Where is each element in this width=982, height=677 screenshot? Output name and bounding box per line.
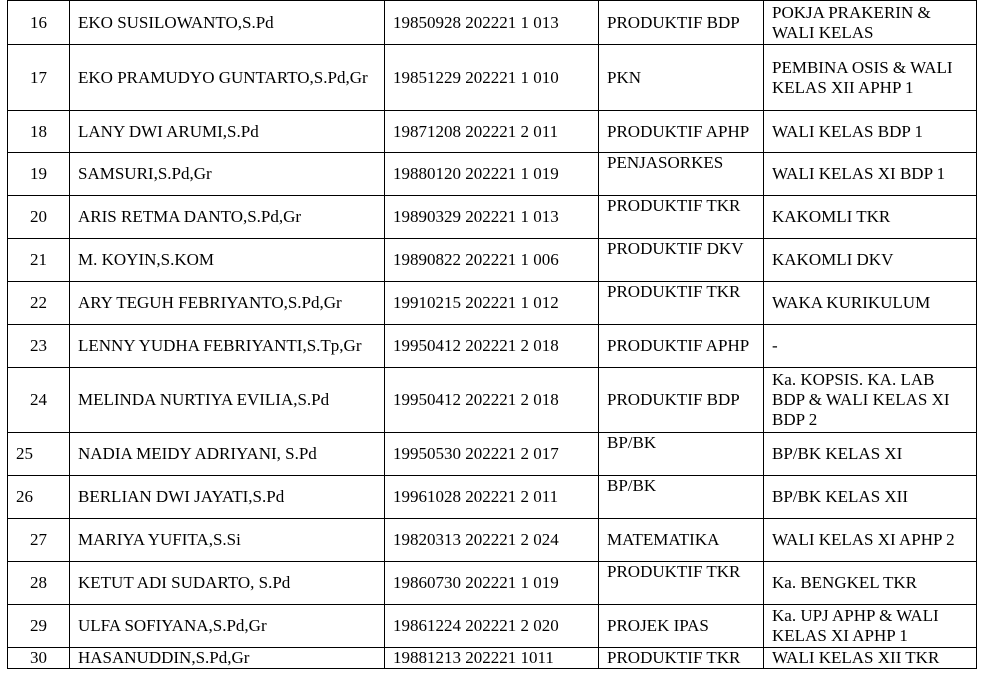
- table-row: [8, 433, 977, 476]
- table-row: [8, 605, 977, 648]
- subject-cell: BP/BK: [599, 476, 764, 519]
- row-number-cell: 27: [8, 519, 70, 562]
- subject-cell: PRODUKTIF BDP: [599, 1, 764, 45]
- table-row: [8, 325, 977, 368]
- table-row: [8, 239, 977, 282]
- row-number-cell: 26: [8, 476, 70, 519]
- nip-cell: 19950412 202221 2 018: [385, 325, 599, 368]
- nip-cell: 19820313 202221 2 024: [385, 519, 599, 562]
- teacher-name-cell: SAMSURI,S.Pd,Gr: [70, 153, 385, 196]
- row-number-cell: 19: [8, 153, 70, 196]
- subject-cell: PRODUKTIF TKR: [599, 562, 764, 605]
- teacher-name-cell: EKO PRAMUDYO GUNTARTO,S.Pd,Gr: [70, 45, 385, 111]
- additional-task-cell: WALI KELAS XI APHP 2: [764, 519, 977, 562]
- table-row: [8, 1, 977, 45]
- subject-cell: PRODUKTIF TKR: [599, 196, 764, 239]
- teacher-name-cell: ULFA SOFIYANA,S.Pd,Gr: [70, 605, 385, 648]
- additional-task-cell: Ka. KOPSIS. KA. LAB BDP & WALI KELAS XI BDP 2: [764, 368, 977, 433]
- nip-cell: 19851229 202221 1 010: [385, 45, 599, 111]
- additional-task-cell: BP/BK KELAS XII: [764, 476, 977, 519]
- teacher-name-cell: M. KOYIN,S.KOM: [70, 239, 385, 282]
- teacher-name-cell: ARY TEGUH FEBRIYANTO,S.Pd,Gr: [70, 282, 385, 325]
- nip-cell: 19890329 202221 1 013: [385, 196, 599, 239]
- row-number-cell: 25: [8, 433, 70, 476]
- row-number-cell: 29: [8, 605, 70, 648]
- teacher-name-cell: HASANUDDIN,S.Pd,Gr: [70, 648, 385, 669]
- nip-cell: 19850928 202221 1 013: [385, 1, 599, 45]
- nip-cell: 19961028 202221 2 011: [385, 476, 599, 519]
- row-number-cell: 18: [8, 111, 70, 153]
- subject-cell: PROJEK IPAS: [599, 605, 764, 648]
- teacher-name-cell: BERLIAN DWI JAYATI,S.Pd: [70, 476, 385, 519]
- row-number-cell: 20: [8, 196, 70, 239]
- teacher-name-cell: MELINDA NURTIYA EVILIA,S.Pd: [70, 368, 385, 433]
- table-row: [8, 368, 977, 433]
- table-row: [8, 45, 977, 111]
- additional-task-cell: WAKA KURIKULUM: [764, 282, 977, 325]
- table-row: [8, 519, 977, 562]
- nip-cell: 19950412 202221 2 018: [385, 368, 599, 433]
- subject-cell: MATEMATIKA: [599, 519, 764, 562]
- row-number-cell: 21: [8, 239, 70, 282]
- row-number-cell: 24: [8, 368, 70, 433]
- subject-cell: PRODUKTIF APHP: [599, 325, 764, 368]
- subject-cell: PRODUKTIF BDP: [599, 368, 764, 433]
- table-row: [8, 562, 977, 605]
- teacher-name-cell: MARIYA YUFITA,S.Si: [70, 519, 385, 562]
- subject-cell: PRODUKTIF APHP: [599, 111, 764, 153]
- table-row: [8, 282, 977, 325]
- teacher-name-cell: KETUT ADI SUDARTO, S.Pd: [70, 562, 385, 605]
- additional-task-cell: KAKOMLI DKV: [764, 239, 977, 282]
- subject-cell: PRODUKTIF DKV: [599, 239, 764, 282]
- row-number-cell: 30: [8, 648, 70, 669]
- table-row: [8, 111, 977, 153]
- subject-cell: BP/BK: [599, 433, 764, 476]
- additional-task-cell: WALI KELAS XI BDP 1: [764, 153, 977, 196]
- row-number-cell: 16: [8, 1, 70, 45]
- nip-cell: 19871208 202221 2 011: [385, 111, 599, 153]
- table-row: [8, 648, 977, 669]
- subject-cell: PKN: [599, 45, 764, 111]
- table-row: [8, 153, 977, 196]
- table-row: [8, 196, 977, 239]
- additional-task-cell: Ka. BENGKEL TKR: [764, 562, 977, 605]
- additional-task-cell: PEMBINA OSIS & WALI KELAS XII APHP 1: [764, 45, 977, 111]
- additional-task-cell: WALI KELAS XII TKR: [764, 648, 977, 669]
- teacher-name-cell: LANY DWI ARUMI,S.Pd: [70, 111, 385, 153]
- staff-table: [7, 0, 977, 669]
- row-number-cell: 28: [8, 562, 70, 605]
- nip-cell: 19890822 202221 1 006: [385, 239, 599, 282]
- additional-task-cell: Ka. UPJ APHP & WALI KELAS XI APHP 1: [764, 605, 977, 648]
- nip-cell: 19910215 202221 1 012: [385, 282, 599, 325]
- additional-task-cell: BP/BK KELAS XI: [764, 433, 977, 476]
- subject-cell: PRODUKTIF TKR: [599, 282, 764, 325]
- nip-cell: 19880120 202221 1 019: [385, 153, 599, 196]
- row-number-cell: 23: [8, 325, 70, 368]
- table-row: [8, 476, 977, 519]
- teacher-name-cell: ARIS RETMA DANTO,S.Pd,Gr: [70, 196, 385, 239]
- subject-cell: PENJASORKES: [599, 153, 764, 196]
- nip-cell: 19860730 202221 1 019: [385, 562, 599, 605]
- nip-cell: 19881213 202221 1011: [385, 648, 599, 669]
- subject-cell: PRODUKTIF TKR: [599, 648, 764, 669]
- additional-task-cell: KAKOMLI TKR: [764, 196, 977, 239]
- additional-task-cell: POKJA PRAKERIN & WALI KELAS: [764, 1, 977, 45]
- additional-task-cell: WALI KELAS BDP 1: [764, 111, 977, 153]
- teacher-name-cell: NADIA MEIDY ADRIYANI, S.Pd: [70, 433, 385, 476]
- teacher-name-cell: EKO SUSILOWANTO,S.Pd: [70, 1, 385, 45]
- nip-cell: 19950530 202221 2 017: [385, 433, 599, 476]
- row-number-cell: 22: [8, 282, 70, 325]
- row-number-cell: 17: [8, 45, 70, 111]
- nip-cell: 19861224 202221 2 020: [385, 605, 599, 648]
- teacher-name-cell: LENNY YUDHA FEBRIYANTI,S.Tp,Gr: [70, 325, 385, 368]
- additional-task-cell: -: [764, 325, 977, 368]
- staff-table-body: [8, 1, 977, 669]
